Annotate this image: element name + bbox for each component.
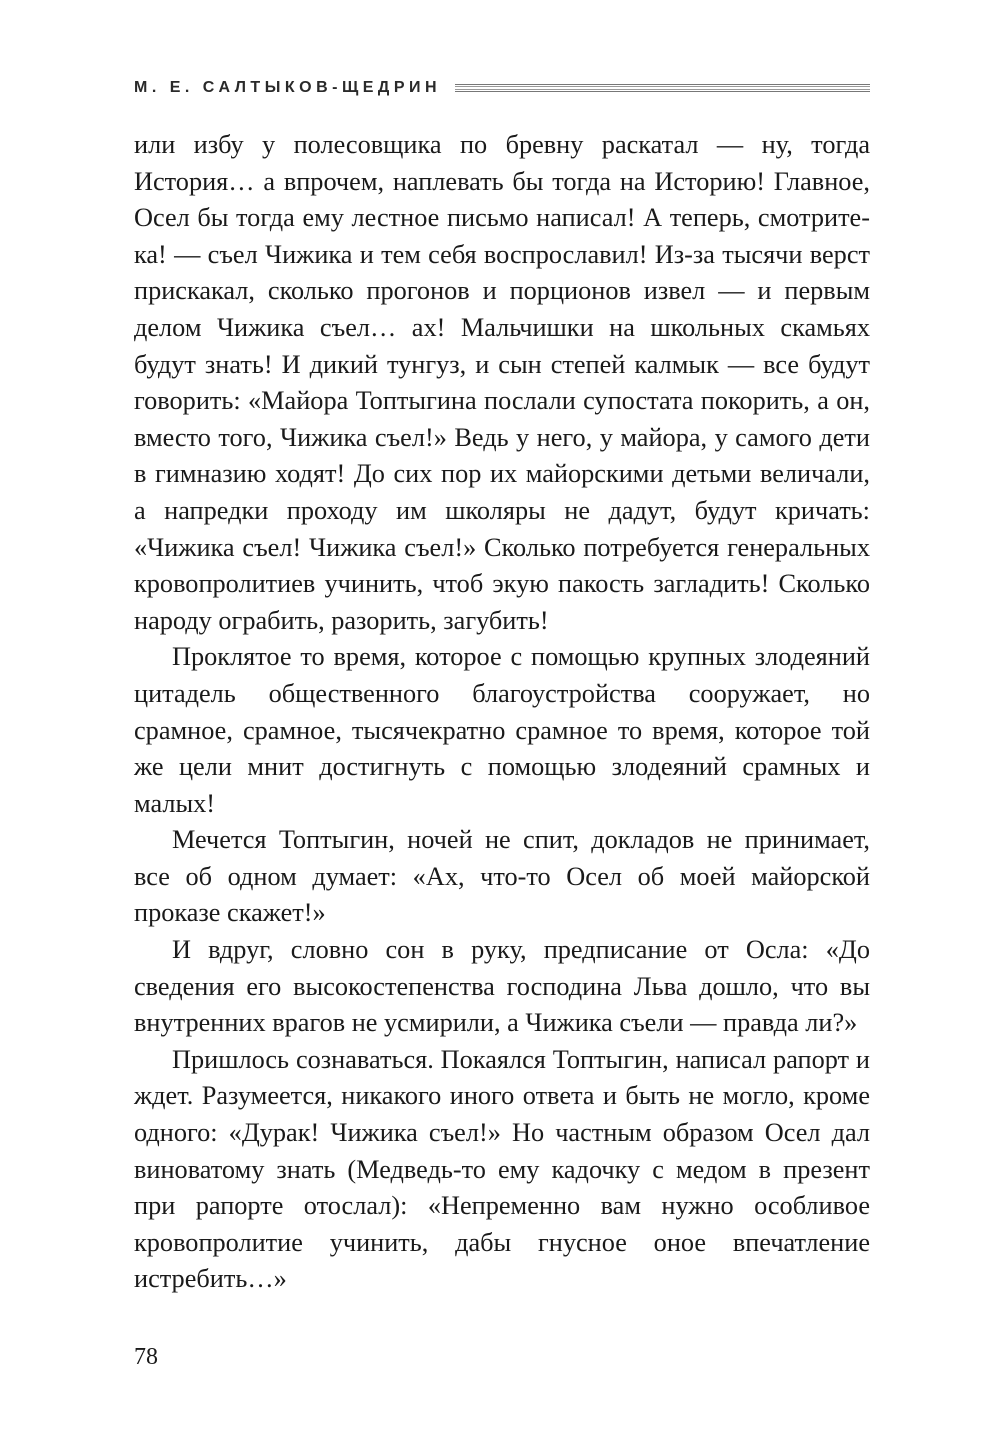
paragraph-3: Мечется Топтыгин, ночей не спит, докладов не принимает, все об одном думает: «Ах, что-то Осел об моей майорской проказе скажет!» [134,825,870,928]
paragraph-2: Проклятое то время, которое с помощью крупных злодеяний цитадель общественного благоустройства сооружает, но срамное, срамное, тысячекратно срамное то время, которое той же цели мнит достигнуть с помощью злодеяний срамных и малых! [134,642,870,818]
paragraph-5: Пришлось сознаваться. Покаялся Топтыгин, написал рапорт и ждет. Разумеется, никакого иного ответа и быть не могло, кроме одного: «Дурак! Чижика съел!» Но частным образом Осел дал виноватому знать (Медведь-то ему кадочку с медом в презент при рапорте отослал): «Непременно вам нужно особливое кровопролитие учинить, дабы гнусное оное впечатление истребить…» [134,1044,870,1294]
paragraph-4: И вдруг, словно сон в руку, предписание от Осла: «До сведения его высокостепенства господина Льва дошло, что вы внутренних врагов не усмирили, а Чижика съели — правда ли?» [134,935,870,1038]
paragraph-1: или избу у полесовщика по бревну раскатал — ну, тогда История… а впрочем, наплевать бы тогда на Историю! Главное, Осел бы тогда ему лестное письмо написал! А теперь, смотрите-ка! — съел Чижика и тем себя воспрославил! Из-за тысячи верст прискакал, сколько прогонов и порционов извел — и первым делом Чижика съел… ах! Мальчишки на школьных скамьях будут знать! И дикий тунгуз, и сын степей калмык — все будут говорить: «Майора Топтыгина послали супостата покорить, а он, вместо того, Чижика съел!» Ведь у него, у майора, у самого дети в гимназию ходят! До сих пор их майорскими детьми величали, а напредки проходу им школяры не дадут, будут кричать: «Чижика съел! Чижика съел!» Сколько потребуется генеральных кровопролитиев учинить, чтоб экую пакость загладить! Сколько народу ограбить, разорить, загубить! [134,130,870,635]
running-head-author: М. Е. САЛТЫКОВ-ЩЕДРИН [134,79,442,96]
running-header [134,76,870,100]
body-text [134,127,870,1298]
page-number: 78 [134,1344,158,1370]
header-rule [455,84,870,92]
